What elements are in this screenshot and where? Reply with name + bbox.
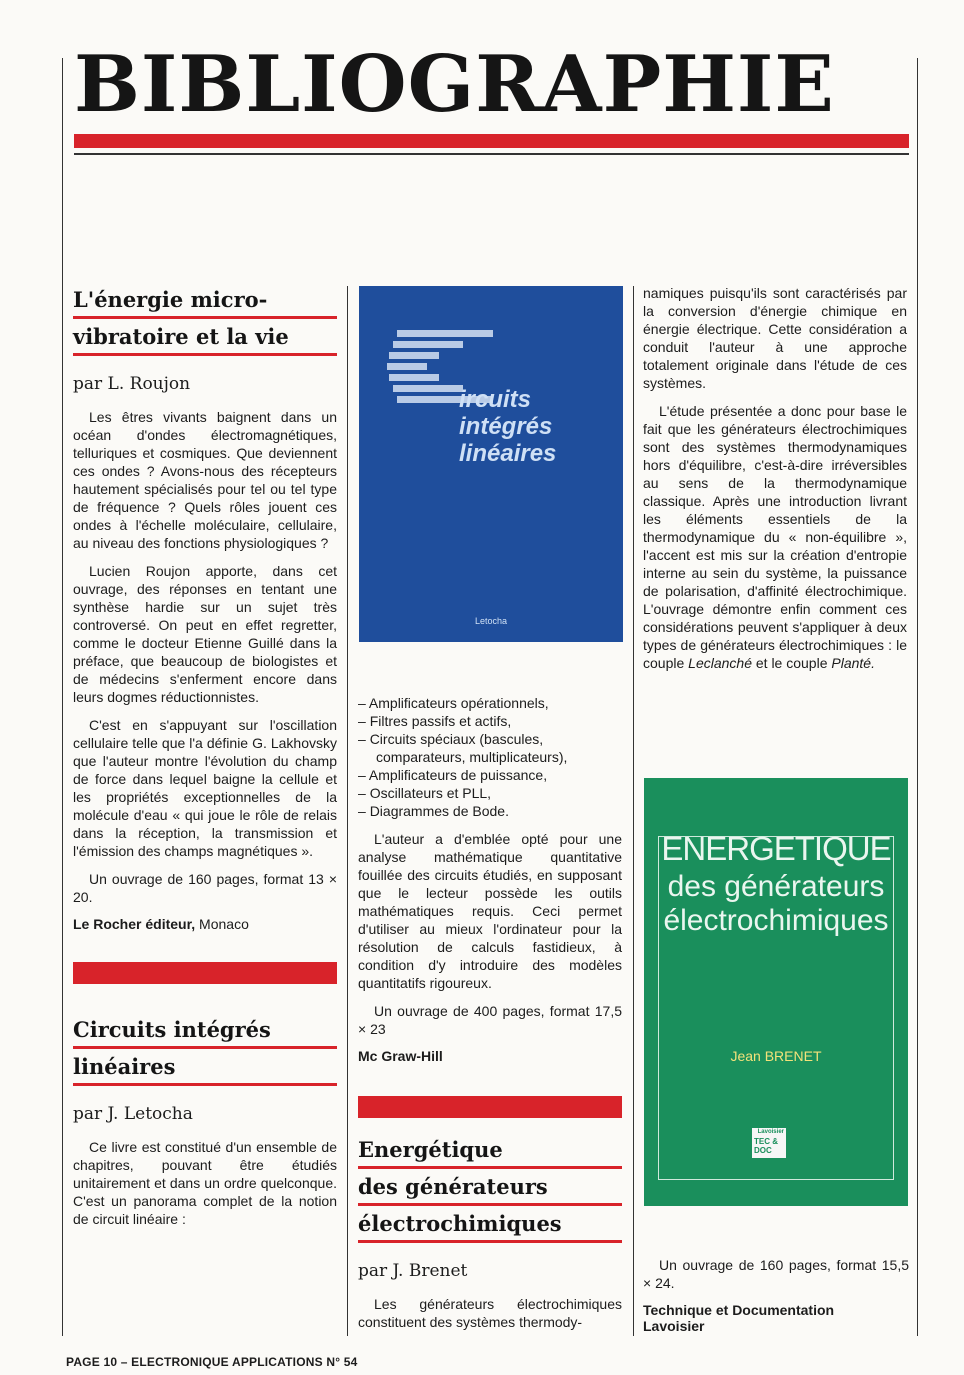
page-masthead: BIBLIOGRAPHIE — [74, 39, 835, 130]
article3-paragraph — [643, 402, 907, 672]
article3-text: L'étude présentée a donc pour base le fait que les générateurs électrochimiques sont des systèmes thermodynamiques hors d'équilibre, c'est-à-dire irréversibles au sens de la thermodynamique classique. Après une introduction livrant les éléments essentiels de la thermodynamique du « non-équilibre », l'accent est mis sur la création d'entropie interne au sein du système, la puissance de polarisation, d'affinité électrochimique. L'ouvrage démontre enfin comment ces considérations peuvent s'appliquer à deux types de générateurs électrochimiques : le couple — [643, 403, 907, 671]
column-2 — [358, 694, 622, 1341]
cover-title — [459, 386, 556, 467]
article2-title — [73, 1014, 337, 1086]
article1-title-line1: L'énergie micro- — [73, 284, 337, 319]
article3-paragraph: Un ouvrage de 160 pages, format 15,5 × 24. — [643, 1257, 909, 1291]
article1-paragraph: C'est en s'appuyant sur l'oscillation cellulaire telle que l'a définie G. Lakhovsky que l'auteur montre l'évolution du champ de force dans lequel baigne la cellule et les propriétés exceptionnelles de la molécule d'eau « qui joue le rôle de relais dans la réception, la transmission et l'émission des champs magnétiques ». — [73, 717, 337, 859]
article1-title-line2: vibratoire et la vie — [73, 321, 337, 356]
page-footer: PAGE 10 – ELECTRONIQUE APPLICATIONS N° 54 — [66, 1355, 358, 1369]
article1-title — [73, 284, 337, 356]
article3-publisher-line: Lavoisier — [643, 1318, 705, 1334]
column-rule-1 — [347, 286, 348, 1336]
article3-byline: par J. Brenet — [358, 1261, 468, 1281]
article3-plante: Planté. — [831, 655, 875, 671]
cover-title-sub — [644, 870, 908, 938]
article3-title — [358, 1134, 622, 1243]
article3-paragraph: Les générateurs électrochimiques constituent des systèmes thermody- — [358, 1296, 622, 1330]
cover-title-line: électrochimiques — [663, 904, 889, 937]
list-item: – Diagrammes de Bode. — [358, 802, 622, 820]
book-cover-energetique — [644, 778, 908, 1206]
article3-title-line3: électrochimiques — [358, 1208, 622, 1243]
masthead-red-bar — [74, 134, 909, 148]
article3-publisher-line: Technique et Documentation — [643, 1302, 835, 1318]
article3-title-line2: des générateurs — [358, 1171, 622, 1206]
cover-author: Letocha — [474, 616, 508, 626]
article-separator-bar — [73, 962, 337, 984]
article2-title-line1: Circuits intégrés — [73, 1014, 337, 1049]
cover-title-line: intégrés — [459, 413, 553, 440]
publisher-logo-bottom: TEC & DOC — [754, 1137, 778, 1155]
article2-paragraph: Un ouvrage de 400 pages, format 17,5 × 23 — [358, 1003, 622, 1037]
article1-paragraph: Un ouvrage de 160 pages, format 13 × 20. — [73, 871, 337, 905]
article2-paragraph: L'auteur a d'emblée opté pour une analyse mathématique quantitative fouillée des circuits étudiés, en supposant que le lecteur possède les outils mathématiques requis. Ceci permet d'utiliser au mieux l'ordinateur pour la résolution de calculs fastidieux, à condition d'y introduire des modèles quantitatifs rigoureux. — [358, 831, 622, 991]
article1-publisher — [73, 916, 337, 932]
article1-publisher-place: Monaco — [195, 916, 249, 932]
article2-title-line2: linéaires — [73, 1051, 337, 1086]
masthead-rule — [74, 153, 909, 155]
article3-title-line1: Energétique — [358, 1134, 622, 1169]
list-item: – Oscillateurs et PLL, — [358, 784, 622, 802]
article2-publisher: Mc Graw-Hill — [358, 1048, 443, 1064]
article1-paragraph: Lucien Roujon apporte, dans cet ouvrage, des réponses en tentant une synthèse hardie sur un sujet très controversé. On peut en effet regretter, comme le docteur Etienne Guillé dans la préface, que beaucoup de biologistes et de médecins s'enferment encore dans leurs dogmes réductionnistes. — [73, 563, 337, 705]
article1-byline: par L. Roujon — [73, 374, 191, 394]
column-1 — [73, 284, 337, 1238]
left-margin-rule — [62, 58, 63, 1336]
book-cover-circuits — [359, 286, 623, 642]
article3-text: et le couple — [751, 655, 832, 671]
cover-author: Jean BRENET — [730, 1048, 822, 1064]
article3-paragraph: namiques puisqu'ils sont caractérisés par la conversion d'énergie chimique en énergie électrique. Cette considération a conduit l'auteur à une approche totalement originale dans l'étude de ces systèmes. — [643, 285, 907, 391]
column-3 — [643, 284, 907, 682]
publisher-logo-top: Lavoisier — [757, 1129, 784, 1135]
article1-paragraph: Les êtres vivants baignent dans un océan d'ondes électromagnétiques, telluriques et cosmiques. Que deviennent ces ondes ? Avons-nous des récepteurs hautement spécialisés pour tel ou tel type de fréquence ? Quels rôles jouent ces ondes à l'échelle moléculaire, cellulaire, au niveau des fonctions physiologiques ? — [73, 409, 337, 551]
column-rule-2 — [633, 286, 634, 1336]
cover-title-line: des générateurs — [667, 870, 885, 903]
chapter-list — [358, 694, 622, 820]
list-item: – Circuits spéciaux (bascules, comparateurs, multiplicateurs), — [358, 730, 622, 766]
list-item: – Filtres passifs et actifs, — [358, 712, 622, 730]
article3-publisher — [643, 1302, 909, 1334]
publisher-logo-icon — [752, 1128, 786, 1158]
cover-title-line: ENERGETIQUE — [661, 830, 891, 867]
article1-publisher-name: Le Rocher éditeur, — [73, 916, 196, 932]
column-3-bottom — [643, 1256, 909, 1334]
cover-title-line: linéaires — [459, 440, 557, 467]
article3-leclanche: Leclanché — [688, 655, 752, 671]
list-item: – Amplificateurs de puissance, — [358, 766, 622, 784]
list-item: – Amplificateurs opérationnels, — [358, 694, 622, 712]
article2-byline: par J. Letocha — [73, 1104, 193, 1124]
cover-title-line: ircuits — [459, 386, 532, 413]
article2-paragraph: Ce livre est constitué d'un ensemble de chapitres, pouvant être étudiés unitairement et dans un ordre quelconque. C'est un panorama complet de la notion de circuit linéaire : — [73, 1139, 337, 1227]
right-margin-rule — [917, 58, 918, 1336]
article-separator-bar — [358, 1096, 622, 1118]
